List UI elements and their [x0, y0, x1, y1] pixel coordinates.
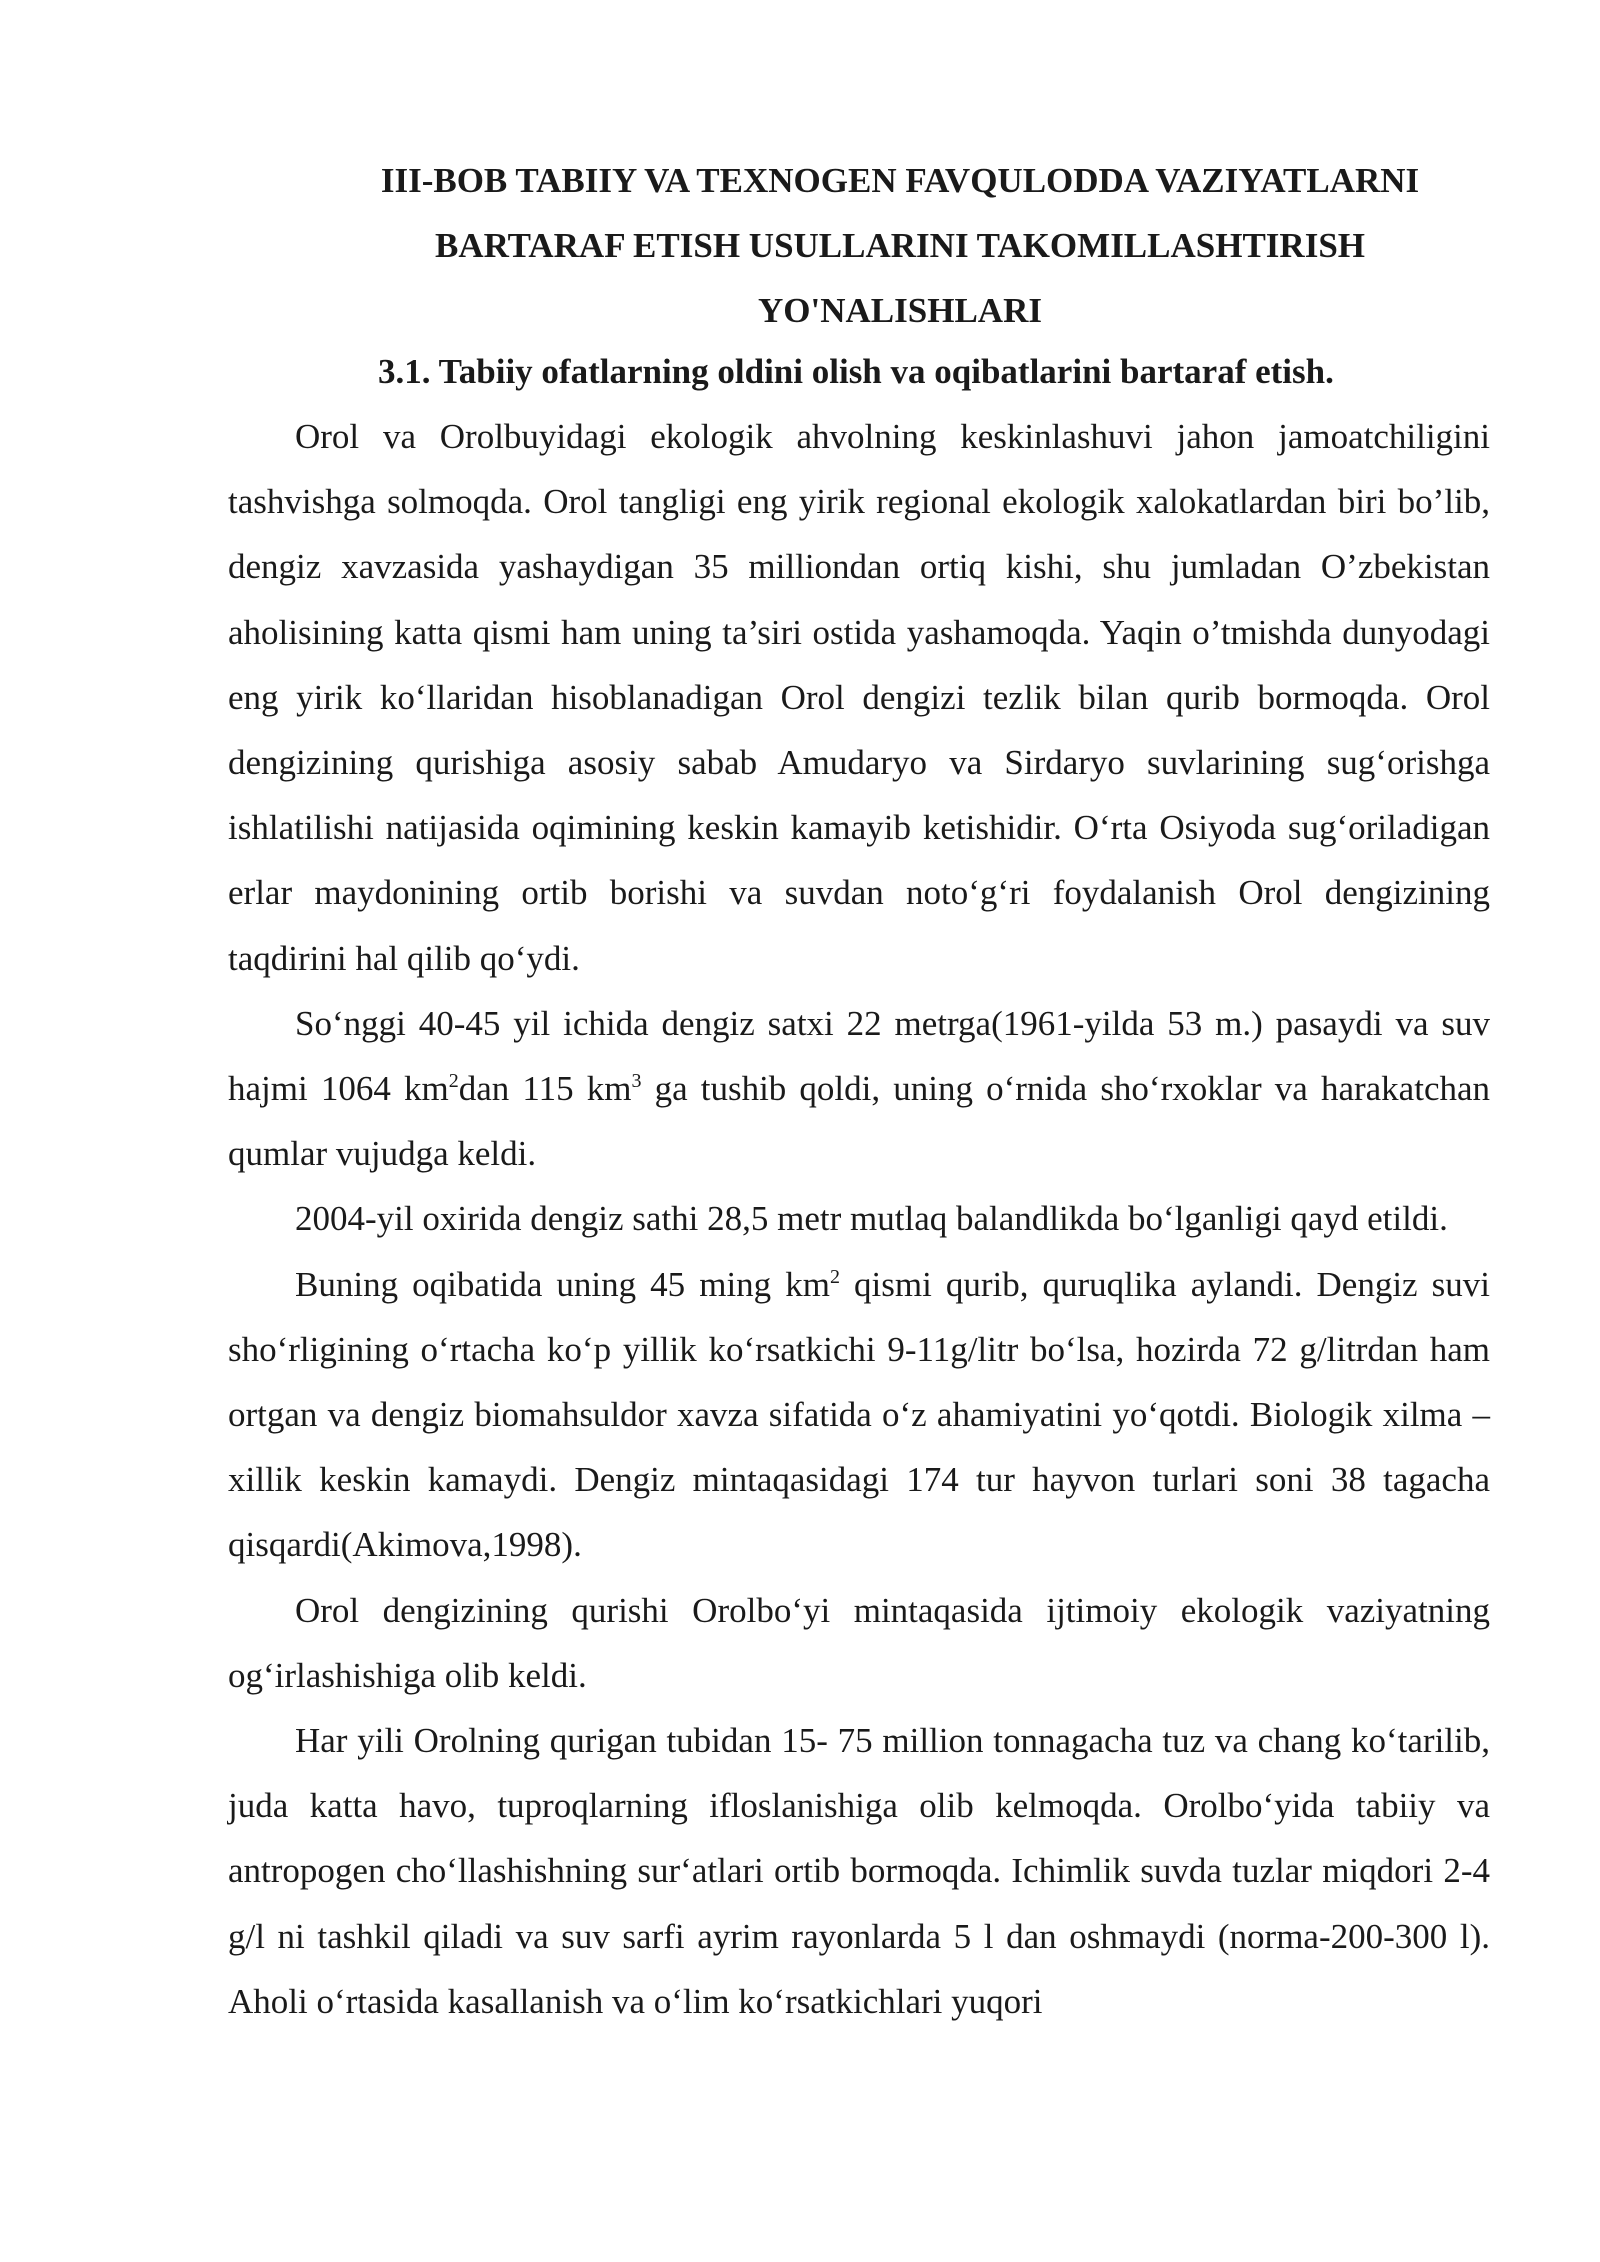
paragraph-aral-crisis: Orol va Orolbuyidagi ekologik ahvolning keskinlashuvi jahon jamoatchiligini tashvishga solmoqda. Orol tangligi eng yirik regional ekologik xalokatlardan biri bo’lib, dengiz xavzasida yashaydigan 35 milliondan ortiq kishi, shu jumladan O’zbekistan aholisining katta qismi ham uning ta’siri ostida yashamoqda. Yaqin o’tmishda dunyodagi eng yirik ko‘llaridan hisoblanadigan Orol dengizi tezlik bilan qurib bormoqda. Orol dengizining qurishiga asosiy sabab Amudaryo va Sirdaryo suvlarining sug‘orishga ishlatilishi natijasida oqimining keskin kamayib ketishidir. O‘rta Osiyoda sug‘oriladigan erlar maydonining ortib borishi va suvdan noto‘g‘ri foydalanish Orol dengizining taqdirini hal qilib qo‘ydi.	[228, 417, 1490, 978]
superscript: 3	[631, 1070, 642, 1093]
paragraph-2004-level: 2004-yil oxirida dengiz sathi 28,5 metr mutlaq balandlikda bo‘lganligi qayd etildi.	[295, 1199, 1448, 1239]
text-run: qismi qurib, quruqlika aylandi. Dengiz suvi sho‘rligining o‘rtacha ko‘p yillik ko‘rsatkichi 9-11g/litr bo‘lsa, hozirda 72 g/litrdan ham ortgan va dengiz biomahsuldor xavza sifatida o‘z ahamiyatini yo‘qotdi. Biologik xilma –xillik keskin kamaydi. Dengiz mintaqasidagi 174 tur hayvon turlari soni 38 tagacha qisqardi(Akimova,1998).	[228, 1264, 1490, 1565]
paragraph-social-situation: Orol dengizining qurishi Orolbo‘yi mintaqasida ijtimoiy ekologik vaziyatning og‘irlashishiga olib keldi.	[228, 1590, 1490, 1695]
section-title: 3.1. Tabiiy ofatlarning oldini olish va oqibatlarini bartaraf etish.	[378, 352, 1334, 391]
body-text	[228, 404, 1490, 2034]
superscript: 2	[829, 1265, 840, 1288]
paragraph-salt-dust: Har yili Orolning qurigan tubidan 15- 75 million tonnagacha tuz va chang ko‘tarilib, juda katta havo, tuproqlarning ifloslanishiga olib kelmoqda. Orolbo‘yida tabiiy va antropogen cho‘llashishning sur‘atlari ortib bormoqda. Ichimlik suvda tuzlar miqdori 2-4 g/l ni tashkil qiladi va suv sarfi ayrim rayonlarda 5 l dan oshmaydi (norma-200-300 l). Aholi o‘rtasida kasallanish va o‘lim ko‘rsatkichlari yuqori	[228, 1721, 1490, 2021]
text-run: So‘nggi 40-45 yil ichida dengiz satxi 22 metrga(1961-yilda 53 m.) pasaydi va suv hajmi 1064 km	[228, 1003, 1490, 1109]
text-run: dan 115 km	[458, 1069, 632, 1109]
text-run: ga tushib qoldi, uning o‘rnida sho‘rxoklar va harakatchan qumlar vujudga keldi.	[228, 1069, 1491, 1174]
paragraph-sea-level-decline	[228, 991, 1490, 1187]
text-run: Buning oqibatida uning 45 ming km	[295, 1264, 830, 1304]
chapter-title: III-BOB TABIIY VA TEXNOGEN FAVQULODDA VAZIYATLARNI BARTARAF ETISH USULLARINI TAKOMILLASHTIRISH YO'NALISHLARI	[380, 161, 1420, 330]
paragraph-consequences	[228, 1252, 1490, 1578]
superscript: 2	[448, 1070, 459, 1093]
